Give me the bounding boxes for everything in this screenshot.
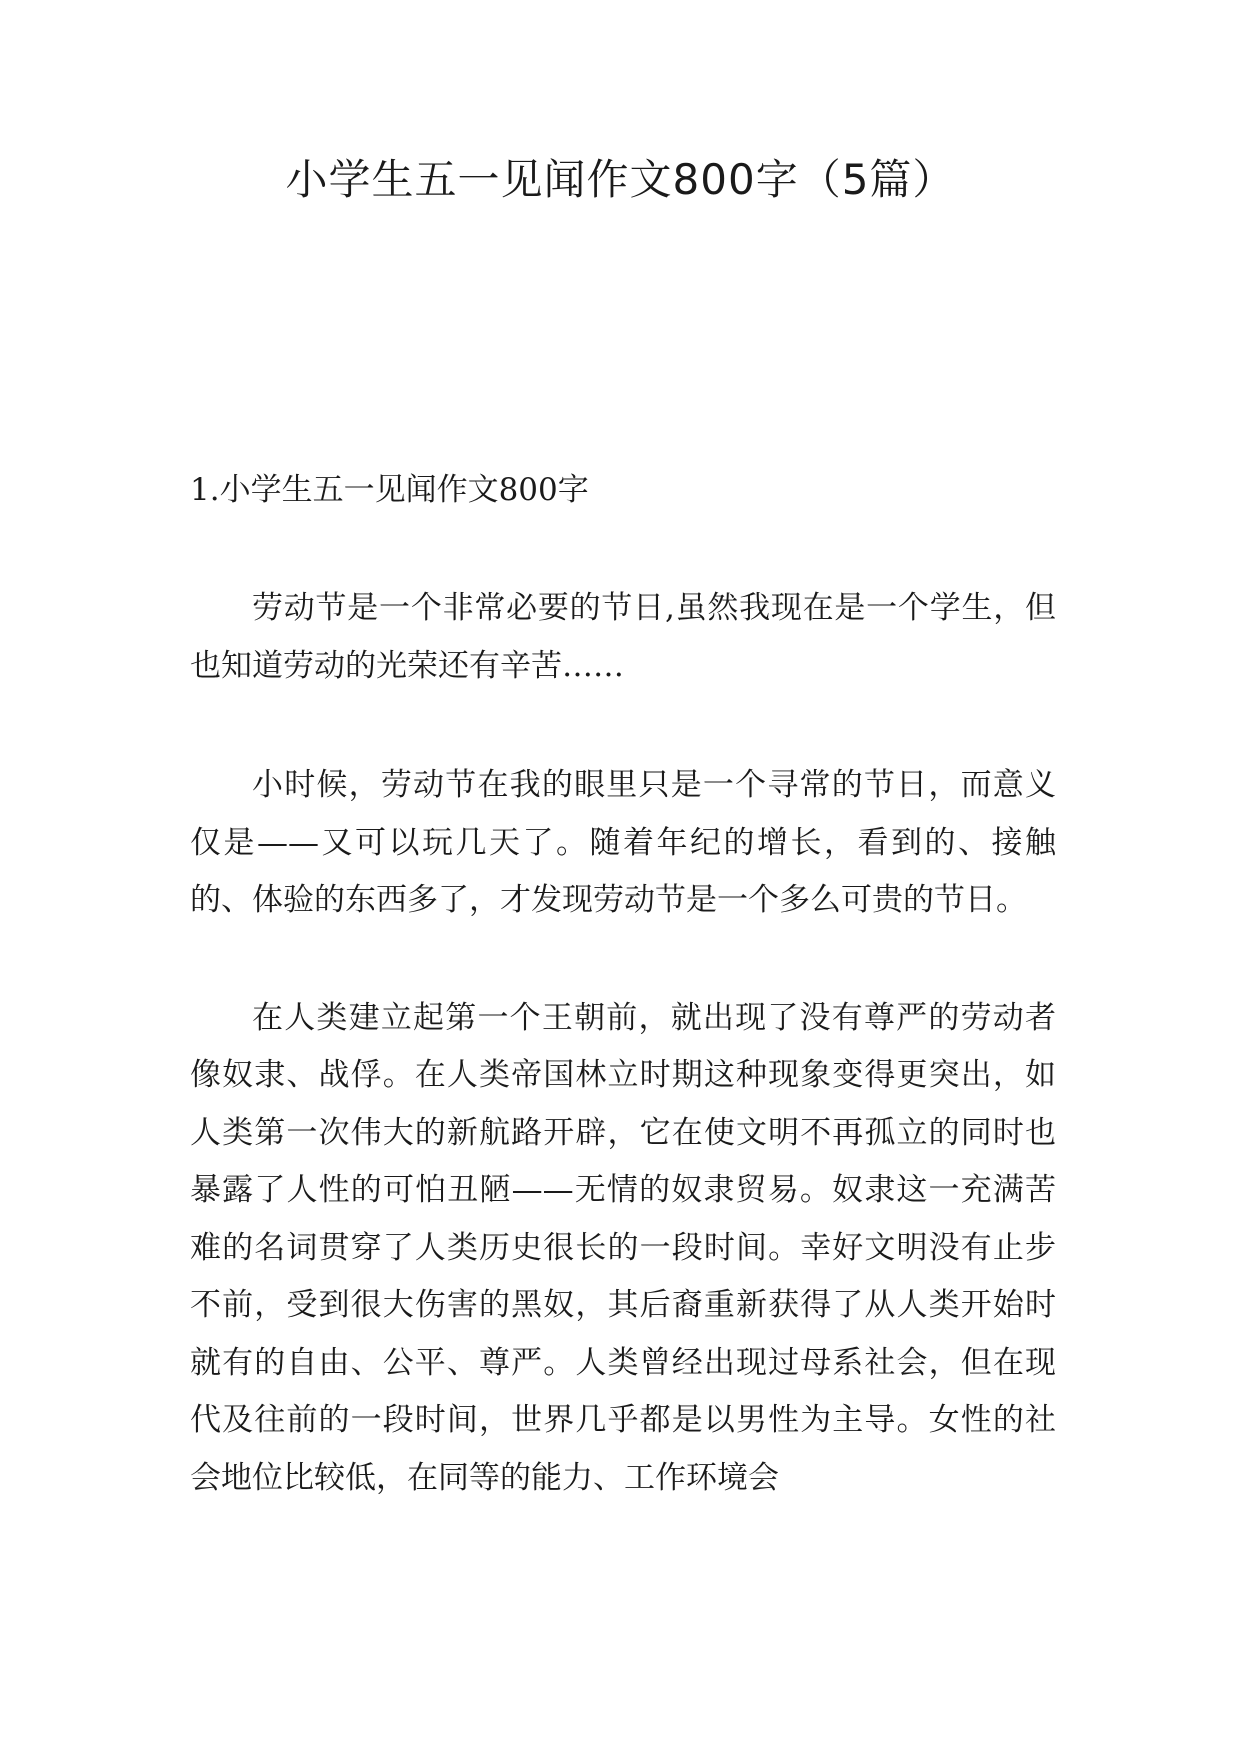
document-body: [190, 462, 1056, 1507]
spacer: [190, 930, 1056, 990]
paragraph-3: 在人类建立起第一个王朝前，就出现了没有尊严的劳动者像奴隶、战俘。在人类帝国林立时期这种现象变得更突出，如人类第一次伟大的新航路开辟，它在使文明不再孤立的同时也暴露了人性的可怕丑陋——无情的奴隶贸易。奴隶这一充满苦难的名词贯穿了人类历史很长的一段时间。幸好文明没有止步不前，受到很大伤害的黑奴，其后裔重新获得了从人类开始时就有的自由、公平、尊严。人类曾经出现过母系社会，但在现代及往前的一段时间，世界几乎都是以男性为主导。女性的社会地位比较低，在同等的能力、工作环境会: [190, 999, 1056, 1496]
paragraph-2: 小时候，劳动节在我的眼里只是一个寻常的节日，而意义仅是——又可以玩几天了。随着年纪的增长，看到的、接触的、体验的东西多了，才发现劳动节是一个多么可贵的节日。: [190, 767, 1056, 918]
paragraph-1: 劳动节是一个非常必要的节日,虽然我现在是一个学生，但也知道劳动的光荣还有辛苦……: [190, 590, 1056, 684]
document-title: 小学生五一见闻作文800字（5篇）: [285, 155, 956, 204]
section-heading: 1.小学生五一见闻作文800字: [190, 472, 589, 508]
spacer: [190, 695, 1056, 757]
spacer: [190, 518, 1056, 580]
